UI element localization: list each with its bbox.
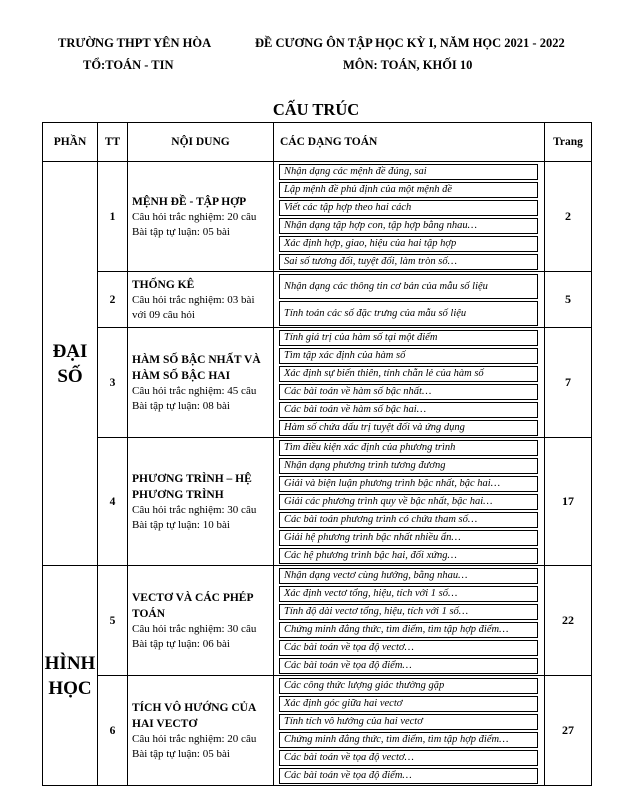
form-item: Tính tích vô hướng của hai vectơ bbox=[279, 714, 538, 730]
forms-cell bbox=[274, 676, 545, 786]
multiple-choice-count: Câu hỏi trắc nghiệm: 30 câu bbox=[132, 622, 257, 635]
part-label-line2: SỐ bbox=[57, 365, 83, 387]
form-item: Các công thức lượng giác thường gặp bbox=[279, 678, 538, 694]
form-item: Nhận dạng các mệnh đề đúng, sai bbox=[279, 164, 538, 180]
form-item: Lập mệnh đề phủ định của một mệnh đề bbox=[279, 182, 538, 198]
multiple-choice-count: Câu hỏi trắc nghiệm: 03 bài bbox=[132, 293, 255, 306]
form-item: Các bài toán về hàm số bậc nhất… bbox=[279, 384, 538, 400]
form-item: Nhận dạng phương trình tương đương bbox=[279, 458, 538, 474]
table-row bbox=[43, 566, 592, 676]
part-cell bbox=[43, 566, 98, 786]
table-row bbox=[43, 676, 592, 786]
form-item: Xác định sự biến thiên, tính chẵn lẻ của hàm số bbox=[279, 366, 538, 382]
form-item: Các hệ phương trình bậc hai, đối xứng… bbox=[279, 548, 538, 564]
structure-table bbox=[42, 122, 592, 786]
form-item: Tính độ dài vectơ tổng, hiệu, tích với 1 số… bbox=[279, 604, 538, 620]
form-item: Chứng minh đẳng thức, tìm điểm, tìm tập hợp điểm… bbox=[279, 732, 538, 748]
form-item: Viết các tập hợp theo hai cách bbox=[279, 200, 538, 216]
page-number: 5 bbox=[545, 272, 592, 328]
part-label-line1: ĐẠI bbox=[52, 340, 88, 362]
form-item: Nhận dạng vectơ cùng hướng, bằng nhau… bbox=[279, 568, 538, 584]
content-cell bbox=[128, 272, 274, 328]
table-row bbox=[43, 162, 592, 272]
form-item: Xác định hợp, giao, hiệu của hai tập hợp bbox=[279, 236, 538, 252]
table-header-row bbox=[43, 123, 592, 162]
forms-cell bbox=[274, 272, 545, 328]
form-item: Xác định vectơ tổng, hiệu, tích với 1 số… bbox=[279, 586, 538, 602]
topic-title: HÀM SỐ BẬC NHẤT VÀ HÀM SỐ BẬC HAI bbox=[132, 353, 261, 382]
page-number: 22 bbox=[545, 566, 592, 676]
row-number: 2 bbox=[98, 272, 128, 328]
topic-title: PHƯƠNG TRÌNH – HỆ PHƯƠNG TRÌNH bbox=[132, 472, 252, 501]
form-item: Các bài toán về tọa độ điểm… bbox=[279, 768, 538, 784]
multiple-choice-count: Câu hỏi trắc nghiệm: 20 câu bbox=[132, 210, 257, 223]
essay-count: Bài tập tự luận: 10 bài bbox=[132, 518, 230, 531]
essay-count: với 09 câu hỏi bbox=[132, 308, 195, 321]
page-number: 27 bbox=[545, 676, 592, 786]
subject-line: MÔN: TOÁN, KHỐI 10 bbox=[343, 58, 473, 72]
forms-cell bbox=[274, 438, 545, 566]
essay-count: Bài tập tự luận: 05 bài bbox=[132, 747, 230, 760]
row-number: 5 bbox=[98, 566, 128, 676]
row-number: 4 bbox=[98, 438, 128, 566]
forms-cell bbox=[274, 162, 545, 272]
part-label-line2: HỌC bbox=[48, 677, 92, 699]
form-item: Tìm điều kiện xác định của phương trình bbox=[279, 440, 538, 456]
essay-count: Bài tập tự luận: 08 bài bbox=[132, 399, 230, 412]
form-item: Các bài toán về tọa độ vectơ… bbox=[279, 640, 538, 656]
topic-title: MỆNH ĐỀ - TẬP HỢP bbox=[132, 195, 247, 208]
header-content: NỘI DUNG bbox=[128, 123, 274, 162]
topic-title: THỐNG KÊ bbox=[132, 278, 195, 291]
topic-title: TÍCH VÔ HƯỚNG CỦA HAI VECTƠ bbox=[132, 701, 256, 730]
content-cell bbox=[128, 566, 274, 676]
multiple-choice-count: Câu hỏi trắc nghiệm: 30 câu bbox=[132, 503, 257, 516]
forms-cell bbox=[274, 328, 545, 438]
table-row bbox=[43, 438, 592, 566]
content-cell bbox=[128, 328, 274, 438]
form-item: Các bài toán phương trình có chứa tham số… bbox=[279, 512, 538, 528]
form-item: Sai số tương đối, tuyệt đối, làm tròn số… bbox=[279, 254, 538, 270]
multiple-choice-count: Câu hỏi trắc nghiệm: 20 câu bbox=[132, 732, 257, 745]
form-item: Các bài toán về tọa độ điểm… bbox=[279, 658, 538, 674]
form-item: Tính toán các số đặc trưng của mẫu số liệu bbox=[279, 301, 538, 326]
content-cell bbox=[128, 162, 274, 272]
content-cell bbox=[128, 676, 274, 786]
form-item: Giải các phương trình quy về bậc nhất, bậc hai… bbox=[279, 494, 538, 510]
form-item: Xác định góc giữa hai vectơ bbox=[279, 696, 538, 712]
row-number: 1 bbox=[98, 162, 128, 272]
form-item: Hàm số chứa dấu trị tuyệt đối và ứng dụng bbox=[279, 420, 538, 436]
header-page: Trang bbox=[545, 123, 592, 162]
essay-count: Bài tập tự luận: 06 bài bbox=[132, 637, 230, 650]
part-cell bbox=[43, 162, 98, 566]
department-name: TỔ:TOÁN - TIN bbox=[83, 58, 174, 72]
form-item: Giải hệ phương trình bậc nhất nhiều ẩn… bbox=[279, 530, 538, 546]
table-row bbox=[43, 272, 592, 328]
section-title: CẤU TRÚC bbox=[272, 100, 360, 119]
table-row bbox=[43, 328, 592, 438]
page-number: 7 bbox=[545, 328, 592, 438]
page-number: 2 bbox=[545, 162, 592, 272]
exam-title: ĐỀ CƯƠNG ÔN TẬP HỌC KỲ I, NĂM HỌC 2021 - 2022 bbox=[255, 36, 565, 50]
page-number: 17 bbox=[545, 438, 592, 566]
header-part: PHẦN bbox=[43, 123, 98, 162]
row-number: 3 bbox=[98, 328, 128, 438]
form-item: Các bài toán về hàm số bậc hai… bbox=[279, 402, 538, 418]
form-item: Tìm tập xác định của hàm số bbox=[279, 348, 538, 364]
essay-count: Bài tập tự luận: 05 bài bbox=[132, 225, 230, 238]
form-item: Nhận dạng tập hợp con, tập hợp bằng nhau… bbox=[279, 218, 538, 234]
form-item: Chứng minh đẳng thức, tìm điểm, tìm tập hợp điểm… bbox=[279, 622, 538, 638]
multiple-choice-count: Câu hỏi trắc nghiệm: 45 câu bbox=[132, 384, 257, 397]
content-cell bbox=[128, 438, 274, 566]
form-item: Các bài toán về tọa độ vectơ… bbox=[279, 750, 538, 766]
header-tt: TT bbox=[98, 123, 128, 162]
forms-cell bbox=[274, 566, 545, 676]
topic-title: VECTƠ VÀ CÁC PHÉP TOÁN bbox=[132, 591, 253, 620]
form-item: Giải và biện luận phương trình bậc nhất, bậc hai… bbox=[279, 476, 538, 492]
row-number: 6 bbox=[98, 676, 128, 786]
form-item: Nhận dạng các thông tin cơ bản của mẫu số liệu bbox=[279, 274, 538, 299]
part-label-line1: HÌNH bbox=[44, 652, 96, 674]
header-forms: CÁC DẠNG TOÁN bbox=[274, 123, 545, 162]
form-item: Tính giá trị của hàm số tại một điểm bbox=[279, 330, 538, 346]
school-name: TRƯỜNG THPT YÊN HÒA bbox=[58, 36, 212, 50]
